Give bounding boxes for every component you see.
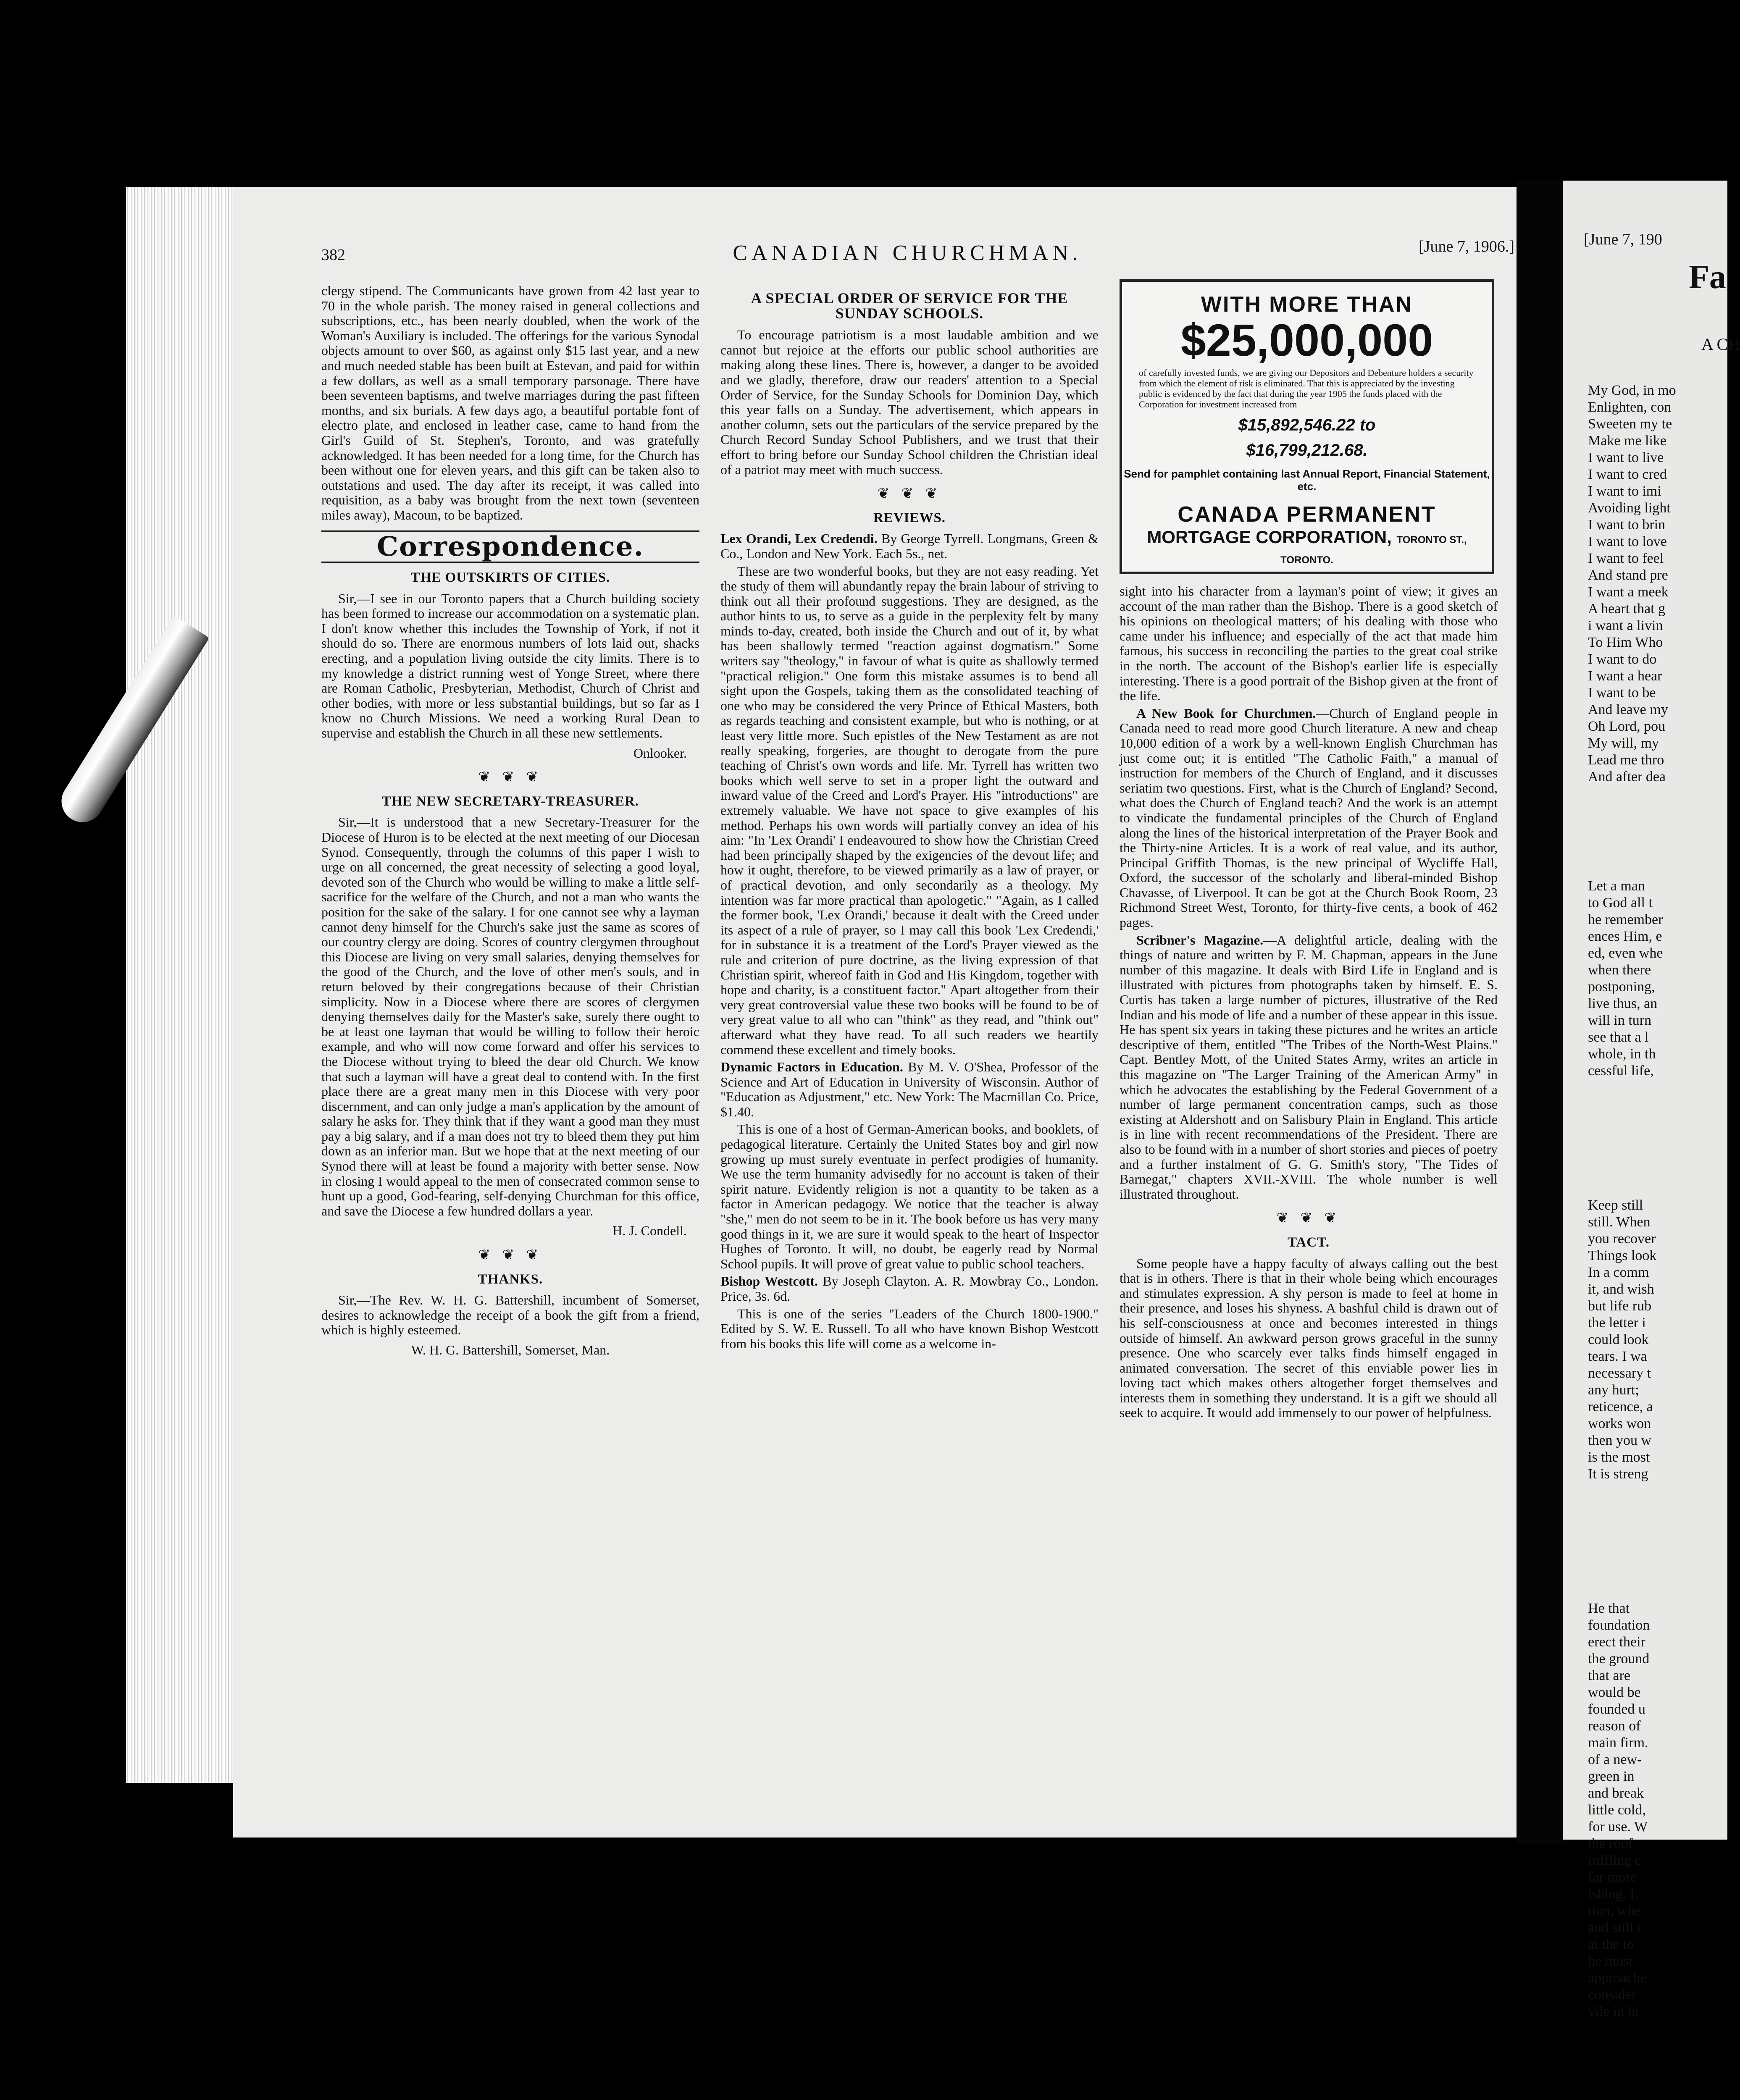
review-entry <box>720 1060 1099 1119</box>
adjacent-page-line: Oh Lord, pou <box>1588 719 1666 734</box>
adjacent-page-line: postponing, <box>1588 979 1655 995</box>
adjacent-page-line: is the most <box>1588 1449 1650 1465</box>
page-date: [June 7, 1906.] <box>1419 238 1514 255</box>
letter-body: Sir,—It is understood that a new Secretary-Treasurer for the Diocese of Huron is to be elected at the next meeting of our Diocesan Synod. Consequently, through the columns of this paper I wish to urge on all concerned, the great necessity of selecting a good loyal, devoted son of the Church who would be willing to make a little self-sacrifice for the welfare of the Church, and not a man who wants the position for the sake of the salary. I for one cannot see why a layman cannot deny himself for the Church's sake just the same as scores of our country clergy are doing. Scores of country clergymen throughout this Diocese are living on very small salaries, denying themselves for the good of the Church, and the love of other men's souls, and in return beloved by their congregations because of their Christian simplicity. Now in a Diocese where there are scores of clergymen denying themselves daily for the Master's sake, surely there ought to be at least one layman that would be willing to follow their heroic example, and who will now come forward and offer his services to the Diocese without trying to bleed the dear old Church. We know that such a layman will have a great deal to contend with. In the first place there are a great many men in this Diocese with very poor discernment, and can only judge a man's application by the amount of salary he asks for. They think that if they want a good man they must pay a big salary, and if a man does not try to bleed them they put him down as an inferior man. But we hope that at the next meeting of our Synod there will at least be found a majority with better sense. Now in closing I would appeal to the men of consecrated common sense to hunt up a good, God-fearing, self-denying Churchman for this office, and save the Diocese a few hundred dollars a year. <box>321 814 699 1218</box>
adjacent-page-line: green in <box>1588 1769 1635 1784</box>
adjacent-page-line: at the to <box>1588 1937 1634 1952</box>
adjacent-page-line: Things look <box>1588 1248 1657 1263</box>
adjacent-page-line: the roof, <box>1588 1836 1637 1851</box>
advertisement <box>1120 279 1494 574</box>
adjacent-page <box>1563 181 1740 2019</box>
adjacent-page-line: I want to be <box>1588 685 1656 701</box>
review-body: This is one of a host of German-American books, and booklets, of pedagogical literature. Certainly the United States boy and girl now growing up must surely eventuate in perfect prodigies of humanity. We use the term humanity advisedly for no account is taken of their spirit nature. Evidently religion is not a quantity to be taken as a factor in American pedagogy. We notice that the teacher is alway "she," men do not seem to be in it. The book before us has very many good things in it, we are sure it would speak to the heart of Inspector Hughes of Toronto. It will, no doubt, be eagerly read by Normal School pupils. It will prove of great value to public school teachers. <box>720 1121 1099 1271</box>
adjacent-page-line: erect their <box>1588 1634 1645 1650</box>
adjacent-page-paragraph <box>1588 1197 1676 1483</box>
column-3 <box>1120 584 1498 1423</box>
review-book-meta: By M. V. O'Shea, Professor of the Science and Art of Education in University of Wisconsin. Author of "Education as Adjustment," etc. New York: The Macmillan Co. Price, $1.40. <box>720 1059 1099 1119</box>
adjacent-page-line: reason of <box>1588 1718 1641 1734</box>
adjacent-page-line: ences Him, e <box>1588 929 1662 944</box>
adjacent-page-paragraph <box>1588 382 1676 785</box>
adjacent-page-line: Enlighten, con <box>1588 399 1672 415</box>
letter-signature: Onlooker. <box>633 745 687 761</box>
ad-company-line2 <box>1122 527 1492 567</box>
adjacent-page-line: ed, even whe <box>1588 945 1663 961</box>
article-title: TACT. <box>1287 1234 1330 1250</box>
adjacent-page-line: I want to love <box>1588 534 1667 549</box>
adjacent-page-line: the ground <box>1588 1651 1650 1667</box>
adjacent-page-line: cessful life, <box>1588 1063 1654 1079</box>
adjacent-page-line: live thus, an <box>1588 996 1658 1011</box>
adjacent-page-line: that are <box>1588 1668 1630 1683</box>
adjacent-page-line: And leave my <box>1588 702 1668 717</box>
letter-signature: H. J. Condell. <box>612 1223 687 1239</box>
ornament: ❦ ❦ ❦ <box>877 486 942 502</box>
ad-headline: WITH MORE THAN <box>1201 292 1413 317</box>
section-title: Correspondence. <box>377 530 644 562</box>
adjacent-page-date: [June 7, 190 <box>1584 231 1662 248</box>
ad-amount: $25,000,000 <box>1180 315 1433 365</box>
intro-paragraph: clergy stipend. The Communicants have grown from 42 last year to 70 in the whole parish. The money raised in general collections and subscriptions, etc., has been nearly doubled, when the work of the Woman's Auxiliary is included. The offerings for the various Synodal objects amount to over $60, as against only $15 last year, and a new and much needed stable has been built at Estevan, and paid for within a few dollars, as well as a small temporary parsonage. There have been seventeen baptisms, and twelve marriages during the past fifteen months, and six burials. A few days ago, a beautiful portable font of electro plate, and enclosed in leather case, came to hand from the Girl's Guild of St. Stephen's, Toronto, and was gratefully acknowledged. It has been needed for a long time, for the Church has been without one for eleven years, and this gift can be taken also to outstations and used. The day after its receipt, it was called into requisition, as a baby was brought from the next town (seventeen miles away), Macoun, to be baptized. <box>321 283 699 522</box>
adjacent-page-line: I want to cred <box>1588 467 1667 482</box>
ornament: ❦ ❦ ❦ <box>1276 1210 1341 1226</box>
adjacent-page-line: works won <box>1588 1416 1651 1431</box>
adjacent-page-line: vile in hi <box>1588 2004 1639 2019</box>
adjacent-page-line: I want to live <box>1588 450 1664 465</box>
adjacent-page-line: any hurt; <box>1588 1382 1639 1398</box>
adjacent-page-line: when there <box>1588 962 1651 978</box>
adjacent-page-line: but life rub <box>1588 1298 1652 1314</box>
letter-title: THE OUTSKIRTS OF CITIES. <box>410 570 610 585</box>
adjacent-page-line: I want to do <box>1588 651 1657 667</box>
adjacent-page-paragraph <box>1588 878 1676 1079</box>
page-edges <box>126 187 239 1783</box>
ad-body: of carefully invested funds, we are giving our Depositors and Debenture holders a security from which the element of risk is eliminated. That this is appreciated by the investing public is evidenced by the fact that during the year 1905 the funds placed with the Corporation for investment increased from <box>1139 368 1474 410</box>
page-header <box>233 187 1582 265</box>
adjacent-page-line: My God, in mo <box>1588 383 1676 398</box>
adjacent-page-line: And stand pre <box>1588 567 1668 583</box>
adjacent-page-line: i want a livin <box>1588 618 1663 633</box>
letter-title: THE NEW SECRETARY-TREASURER. <box>381 793 639 809</box>
letter-body: Sir,—I see in our Toronto papers that a Church building society has been formed to increase our accommodation on a systematic plan. I don't know whether this includes the Township of York, if not it should do so. There are enormous numbers of lots laid out, shacks erecting, and a population living outside the city limits. There is to my knowledge a district running west of Yonge Street, where there are Roman Catholic, Presbyterian, Methodist, Church of Christ and other bodies, with more or less substantial buildings, but so far as I know no Church Missions. We need a working Rural Dean to supervise and establish the Church in all these new settlements. <box>321 591 699 741</box>
review-body: This is one of the series "Leaders of the Church 1800-1900." Edited by S. W. E. Russell. To all who have known Bishop Westcott from his books this life will come as a welcome in- <box>720 1306 1099 1351</box>
adjacent-page-line: see that a l <box>1588 1029 1649 1045</box>
reviews-title: REVIEWS. <box>873 510 946 525</box>
article-body: Some people have a happy faculty of always calling out the best that is in others. There is that in their whole being which encourages and stimulates expression. A shy person is made to feel at home in their presence, and loses his shyness. A bashful child is drawn out of his self-consciousness at once and becomes interested in things outside of himself. An awkward person grows graceful in the sunny presence. One who scarcely ever talks finds himself engaged in animated conversation. The secret of this enviable power lies in loving tact which makes others altogether forget themselves and interests them in something they understand. It is a gift we should all seek to acquire. It would add immensely to our power of helpfulness. <box>1120 1255 1498 1420</box>
adjacent-page-line: tears. I wa <box>1588 1349 1647 1364</box>
article-body: To encourage patriotism is a most laudable ambition and we cannot but rejoice at the efforts our public school authorities are making along these lines. There is, however, a danger to be avoided and we gladly, therefore, draw our readers' attention to a Special Order of Service, for the Sunday Schools for Dominion Day, which this year falls on a Sunday. The advertisement, which appears in another column, sets out the particulars of the service prepared by the Church Record Sunday School Publishers, and we trust that their effort to bring before our Sunday School children the Christian ideal of a patriot may meet with much success. <box>720 327 1099 477</box>
article-title: A SPECIAL ORDER OF SERVICE FOR THE SUNDAY SCHOOLS. <box>751 290 1068 322</box>
adjacent-page-line: To Him Who <box>1588 635 1663 650</box>
adjacent-page-line: to God all t <box>1588 895 1653 911</box>
adjacent-page-line: It is streng <box>1588 1466 1648 1482</box>
ornament: ❦ ❦ ❦ <box>478 1247 543 1263</box>
adjacent-page-line: far more <box>1588 1869 1637 1885</box>
adjacent-page-line: necessary t <box>1588 1365 1651 1381</box>
adjacent-page-line: ishing. L <box>1588 1886 1639 1902</box>
adjacent-page-line: And after dea <box>1588 769 1666 785</box>
notice-body: —Church of England people in Canada need to read more good Church literature. A new and cheap 10,000 edition of a work by a well-known English Churchman has just come out; it is entitled "The Catholic Faith," a manual of instruction for members of the Church of England, and it discusses seriatim two questions. First, what is the Church of England? Second, what does the Church of England teach? And the work is an attempt to vindicate the fundamental principles of the Church of England along the lines of the historical interpretation of the Prayer Book and the Thirty-nine Articles. It is a work of real value, and its author, Principal Griffith Thomas, is the new principal of Wycliffe Hall, Oxford, the successor of the scholarly and liberal-minded Bishop Chavasse, of Liverpool. It can be got at the Church Book Room, 23 Richmond Street West, Toronto, for thirty-five cents, a book of 462 pages. <box>1120 705 1498 930</box>
adjacent-page-line: whole, in th <box>1588 1046 1656 1062</box>
adjacent-page-heading: Fa <box>1689 259 1726 296</box>
adjacent-page-text <box>1588 382 1676 2020</box>
adjacent-page-paragraph <box>1588 1600 1676 2020</box>
adjacent-page-line: Sweeten my te <box>1588 416 1672 432</box>
adjacent-page-line: Let a man <box>1588 878 1645 894</box>
adjacent-page-line: still. When <box>1588 1214 1651 1230</box>
adjacent-page-line: it, and wish <box>1588 1281 1654 1297</box>
notice-body: —A delightful article, dealing with the things of nature and written by F. M. Chapman, appears in the June number of this magazine. It deals with Bird Life in England and is illustrated with pictures from photographs taken by himself. E. S. Curtis has taken a large number of pictures, illustrative of the Red Indian and his mode of life and a number of these appear in this issue. He has spent six years in taking these pictures and he writes an article descriptive of them, entitled "The Tribes of the North-West Plains." Capt. Bentley Mott, of the United States Army, writes an article in this magazine on "The Larger Training of the American Army" in which he advocates the establishing by the Federal Government of a number of large permanent concentration camps, such as those existing at Aldershott and on Salisbury Plain in England. This article is in line with recent recommendations of the President. There are also to be found with in a number of short stories and pieces of poetry and a further instalment of G. G. Smith's story, "The Tides of Barnegat," chapters XVII.-XVIII. The whole number is well illustrated throughout. <box>1120 932 1498 1202</box>
column-2 <box>720 284 1099 1354</box>
adjacent-page-line: Avoiding light <box>1588 500 1671 516</box>
review-body: These are two wonderful books, but they are not easy reading. Yet the study of them will abundantly repay the brain labour of striving to think out all their profound suggestions. They are designed, as the author hints to us, to serve as a guide in the perplexity felt by many minds to-day, created, both inside the Church and out of it, by what has been shallowly termed "reaction against dogmatism." Some writers say "theology," in favour of what is quite as shallowly termed "practical religion." One form this mistake assumes is to bend all sight upon the Gospels, taking them as the consolidated teaching of one who may be considered the very Prince of Ethical Masters, both as regards teaching and consistent example, but who is nothing, or at least very little more. Such epistles of the New Testament as are not really speaking, forgeries, are thought to derogate from the pure teaching of Christ's own words and life. Mr. Tyrrell has written two books which well serve to set in a proper light the outward and inward value of the Creed and Lord's Prayer. His "introductions" are extremely valuable. We have not space to give examples of his method. Perhaps his own words will partially convey an idea of his aim: "In 'Lex Orandi' I endeavoured to show how the Christian Creed had been principally shaped by the exigencies of the devout life; and how it ought, therefore, to be viewed primarily as a law of prayer, or of practical devotion, and only secondarily as a theology. My intention was far more practical than apologetic." "Again, as I called the former book, 'Lex Orandi,' because it dealt with the Creed under its aspect of a rule of prayer, so I may call this book 'Lex Credendi,' for in substance it is a treatment of the Lord's Prayer viewed as the rule and criterion of pure doctrine, as the living expression of that Christian spirit, whereof faith in God and His Kingdom, together with hope and charity, is a constituent factor." Apart altogether from their very great controversial value these two books will be found to be of very great value to all who can "think" as they read, and "think out" afterward what they have read. To all such readers we heartily commend these excellent and timely books. <box>720 563 1099 1057</box>
page-title: CANADIAN CHURCHMAN. <box>733 241 1082 265</box>
adjacent-page-line: approache <box>1588 1970 1647 1986</box>
adjacent-page-line: then you w <box>1588 1433 1652 1448</box>
notice-title: Scribner's Magazine. <box>1136 932 1264 948</box>
adjacent-page-line: ruffling c <box>1588 1853 1641 1868</box>
adjacent-page-line: he must <box>1588 1953 1633 1969</box>
ad-company: CANADA PERMANENT <box>1178 502 1436 527</box>
adjacent-page-line: founded u <box>1588 1701 1645 1717</box>
adjacent-page-line: little cold, <box>1588 1802 1646 1818</box>
adjacent-page-line: I want to brin <box>1588 517 1666 533</box>
ad-pamphlet: Send for pamphlet containing last Annual Report, Financial Statement, etc. <box>1124 467 1490 493</box>
adjacent-page-line: for use. W <box>1588 1819 1648 1835</box>
adjacent-page-line: reticence, a <box>1588 1399 1653 1415</box>
ad-figures: $15,892,546.22 to <box>1238 416 1376 434</box>
adjacent-page-line: I want to imi <box>1588 483 1661 499</box>
adjacent-page-line: will in turn <box>1588 1013 1652 1028</box>
column-1 <box>321 284 699 1363</box>
adjacent-page-subheading: A CH <box>1701 335 1740 354</box>
review-entry <box>720 531 1099 561</box>
adjacent-page-line: would be <box>1588 1685 1641 1700</box>
newspaper-page <box>233 187 1582 1838</box>
letter-body: Sir,—The Rev. W. H. G. Battershill, incumbent of Somerset, desires to acknowledge the receipt of a book the gift from a friend, which is highly esteemed. <box>321 1292 699 1338</box>
adjacent-page-line: Lead me thro <box>1588 752 1664 768</box>
adjacent-page-line: In a comm <box>1588 1265 1649 1280</box>
adjacent-page-line: consider <box>1588 1987 1637 2003</box>
adjacent-page-line: A heart that g <box>1588 601 1666 617</box>
adjacent-page-line: I want a meek <box>1588 584 1669 600</box>
adjacent-page-line: and break <box>1588 1785 1644 1801</box>
ad-company-name: MORTGAGE CORPORATION, <box>1147 527 1392 547</box>
notice-entry <box>1120 706 1498 930</box>
adjacent-page-line: My will, my <box>1588 735 1659 751</box>
adjacent-page-line: foundation <box>1588 1617 1650 1633</box>
adjacent-page-line: Make me like <box>1588 433 1666 449</box>
letter-signature: W. H. G. Battershill, Somerset, Man. <box>411 1342 610 1357</box>
page-number: 382 <box>321 246 345 264</box>
adjacent-page-line: the letter i <box>1588 1315 1646 1331</box>
adjacent-page-line: you recover <box>1588 1231 1656 1247</box>
notice-entry <box>1120 933 1498 1202</box>
ad-address: TORONTO ST., TORONTO. <box>1280 534 1467 566</box>
adjacent-page-line: Keep still <box>1588 1197 1643 1213</box>
review-entry <box>720 1274 1099 1304</box>
adjacent-page-line: I want a hear <box>1588 668 1662 684</box>
adjacent-page-line: He that <box>1588 1601 1630 1616</box>
letter-title: THANKS. <box>478 1271 543 1287</box>
adjacent-page-line: I want to feel <box>1588 551 1664 566</box>
ad-figures: $16,799,212.68. <box>1246 441 1368 459</box>
ornament: ❦ ❦ ❦ <box>478 769 543 785</box>
adjacent-page-line: and still t <box>1588 1920 1641 1935</box>
review-body: sight into his character from a layman's point of view; it gives an account of the man rather than the Bishop. There is a good sketch of his opinions on theological matters; of his dealing with those who came under his influence; and especially of the act that made him famous, his success in reconciling the parties to the great coal strike in the north. The account of the Bishop's earlier life is especially interesting. There is a good portrait of the Bishop given at the front of the life. <box>1120 583 1498 704</box>
review-book-title: Lex Orandi, Lex Credendi. <box>720 531 878 546</box>
book-binding <box>1517 181 1567 1844</box>
review-book-title: Dynamic Factors in Education. <box>720 1059 903 1075</box>
adjacent-page-line: of a new- <box>1588 1752 1642 1767</box>
review-book-title: Bishop Westcott. <box>720 1273 818 1289</box>
adjacent-page-line: he remember <box>1588 912 1663 927</box>
notice-title: A New Book for Churchmen. <box>1136 705 1316 721</box>
adjacent-page-line: could look <box>1588 1332 1649 1347</box>
review-book-meta: By Joseph Clayton. A. R. Mowbray Co., London. Price, 3s. 6d. <box>720 1273 1099 1304</box>
adjacent-page-line: tion, whe <box>1588 1903 1641 1919</box>
adjacent-page-line: main firm. <box>1588 1735 1648 1751</box>
review-book-meta: By George Tyrrell. Longmans, Green & Co., London and New York. Each 5s., net. <box>720 531 1099 561</box>
